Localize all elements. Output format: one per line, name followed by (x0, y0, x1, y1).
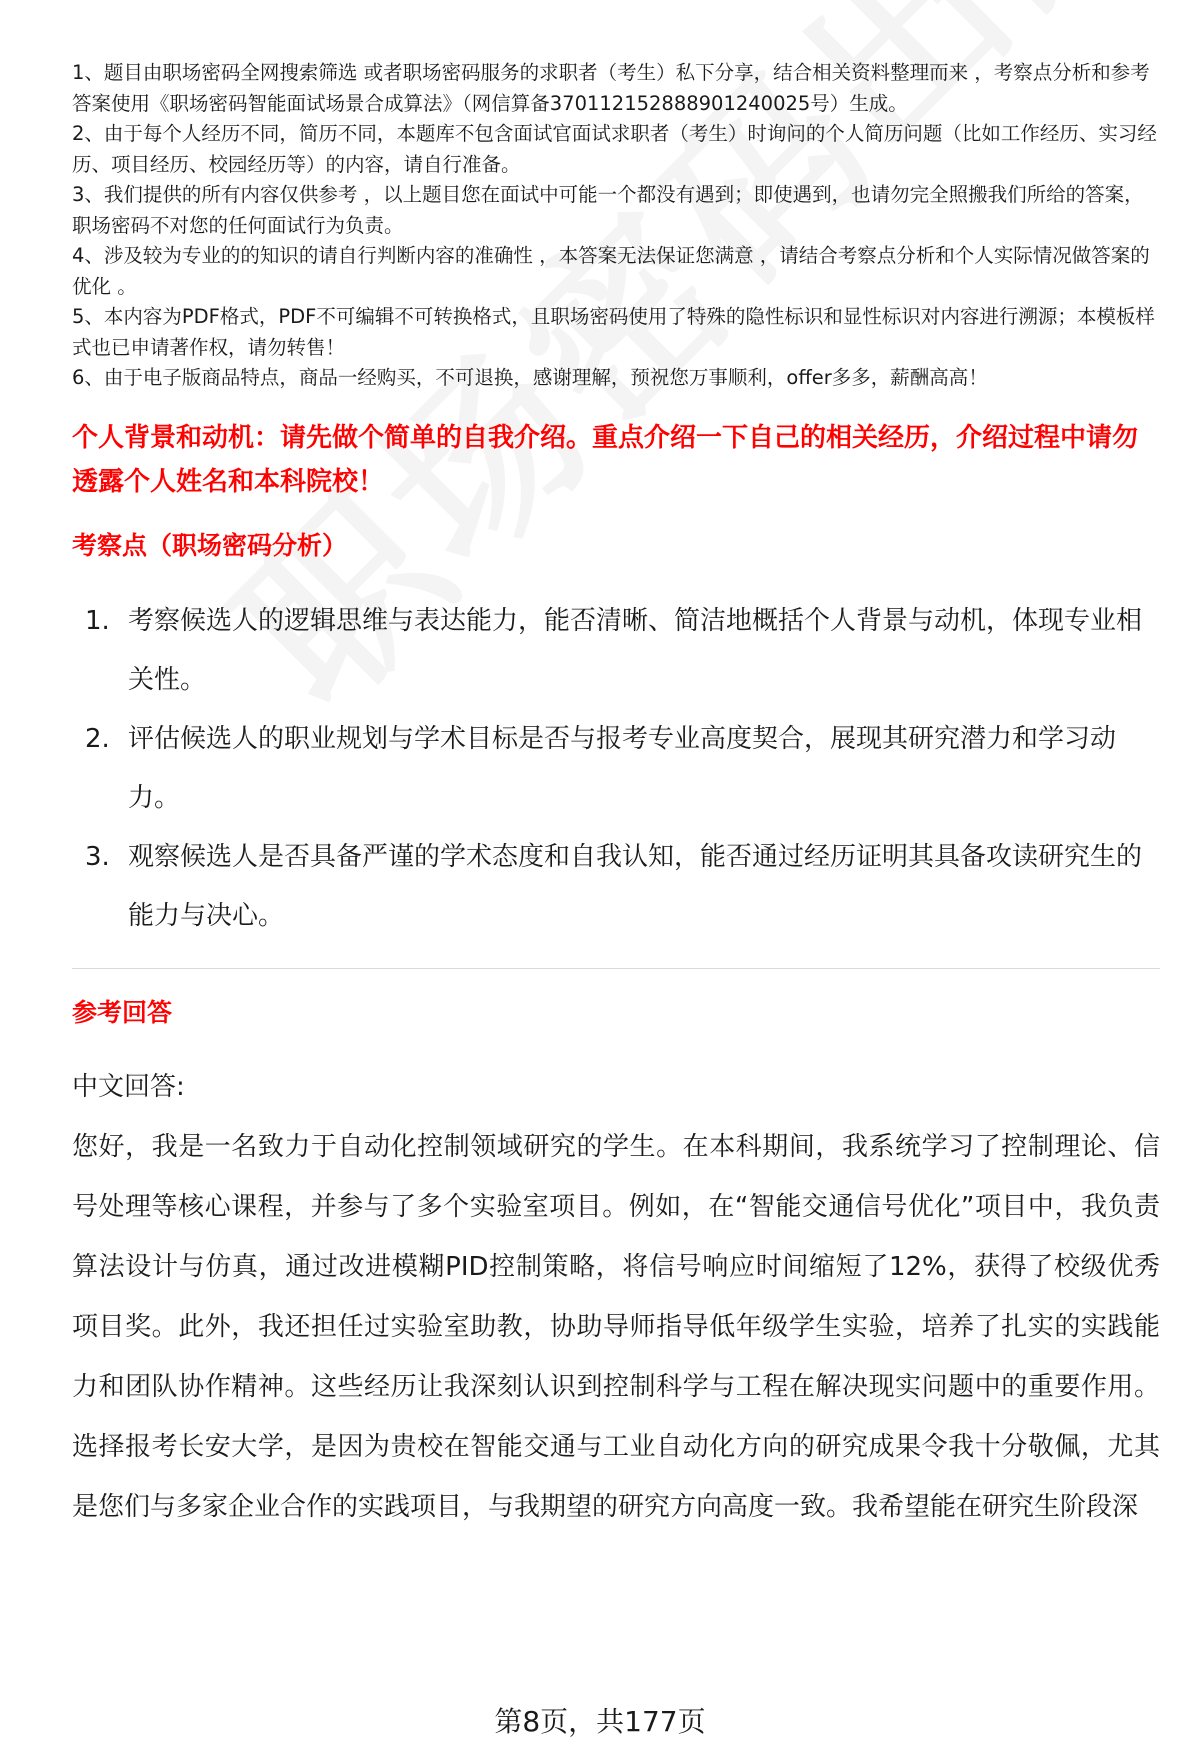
analysis-point (72, 710, 1160, 828)
disclaimer-item: 4、涉及较为专业的的知识的请自行判断内容的准确性 ，本答案无法保证您满意 ，请结合考察点分析和个人实际情况做答案的优化 。 (72, 244, 1150, 298)
analysis-points-list (72, 592, 1160, 946)
section-divider (72, 968, 1160, 969)
analysis-point (72, 592, 1160, 710)
page-number: 第8页，共177页 (494, 1705, 706, 1738)
point-number: 1. (85, 605, 110, 636)
disclaimer-item: 1、题目由职场密码全网搜索筛选 或者职场密码服务的求职者（考生）私下分享，结合相关资料整理而来 ，考察点分析和参考答案使用《职场密码智能面试场景合成算法》（网信算备370112152888901240025号）生成。 (72, 61, 1150, 115)
disclaimer-item: 6、由于电子版商品特点，商品一经购买，不可退换，感谢理解，预祝您万事顺利，offer多多，薪酬高高！ (72, 366, 988, 389)
analysis-heading: 考察点（职场密码分析） (72, 530, 348, 560)
point-number: 2. (85, 723, 110, 754)
point-text: 观察候选人是否具备严谨的学术态度和自我认知，能否通过经历证明其具备攻读研究生的能力与决心。 (128, 841, 1143, 931)
document-page (72, 58, 1160, 1537)
point-number: 3. (85, 841, 110, 872)
point-text: 评估候选人的职业规划与学术目标是否与报考专业高度契合，展现其研究潜力和学习动力。 (128, 723, 1117, 813)
disclaimer-item: 3、我们提供的所有内容仅供参考 ，以上题目您在面试中可能一个都没有遇到；即使遇到，也请勿完全照搬我们所给的答案，职场密码不对您的任何面试行为负责。 (72, 183, 1144, 237)
analysis-point (72, 828, 1160, 946)
disclaimer-item: 2、由于每个人经历不同，简历不同，本题库不包含面试官面试求职者（考生）时询问的个人简历问题（比如工作经历、实习经历、项目经历、校园经历等）的内容，请自行准备。 (72, 122, 1157, 176)
answer-heading: 参考回答 (72, 997, 173, 1027)
interview-question: 个人背景和动机：请先做个简单的自我介绍。重点介绍一下自己的相关经历，介绍过程中请勿透露个人姓名和本科院校！ (72, 422, 1139, 497)
disclaimer-item: 5、本内容为PDF格式，PDF不可编辑不可转换格式，且职场密码使用了特殊的隐性标识和显性标识对内容进行溯源；本模板样式也已申请著作权，请勿转售！ (72, 305, 1155, 359)
point-text: 考察候选人的逻辑思维与表达能力，能否清晰、简洁地概括个人背景与动机，体现专业相关性。 (128, 605, 1143, 695)
answer-language-label: 中文回答: (72, 1071, 185, 1102)
answer-body: 您好，我是一名致力于自动化控制领域研究的学生。在本科期间，我系统学习了控制理论、信号处理等核心课程，并参与了多个实验室项目。例如，在“智能交通信号优化”项目中，我负责算法设计与仿真，通过改进模糊PID控制策略，将信号响应时间缩短了12%，获得了校级优秀项目奖。此外，我还担任过实验室助教，协助导师指导低年级学生实验，培养了扎实的实践能力和团队协作精神。这些经历让我深刻认识到控制科学与工程在解决现实问题中的重要作用。选择报考长安大学，是因为贵校在智能交通与工业自动化方向的研究成果令我十分敬佩，尤其是您们与多家企业合作的实践项目，与我期望的研究方向高度一致。我希望能在研究生阶段深 (72, 1131, 1160, 1522)
disclaimer-block (72, 58, 1160, 394)
